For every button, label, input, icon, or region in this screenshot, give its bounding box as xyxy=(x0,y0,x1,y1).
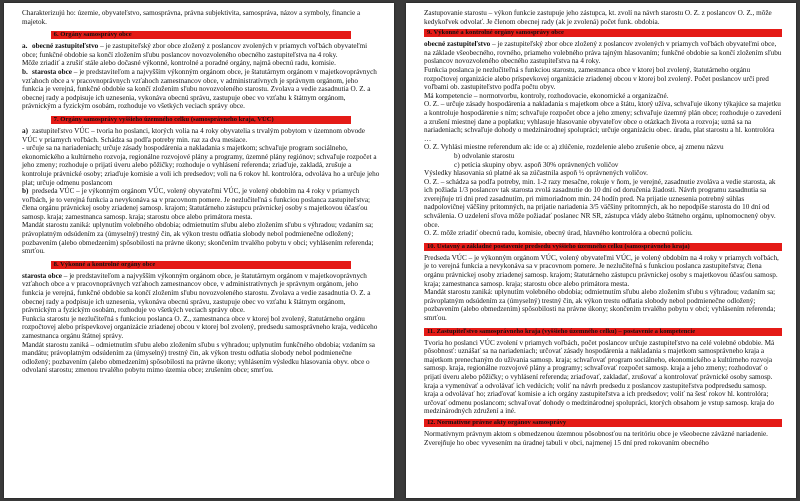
referendum-option-b: b) odvolanie starostu xyxy=(454,151,515,160)
section-heading-10: 10. Ustavný a základné postavenie predsedu vyššieho územného celku (samosprávneho kraja) xyxy=(424,243,782,251)
section-heading-12: 12. Normatívne právne akty orgánov samosprávy xyxy=(424,419,782,427)
paragraph-referendum-validity: Výsledky hlasovania sú platné ak sa zúčastnila aspoň ½ oprávnených voličov. xyxy=(424,169,648,178)
section-heading-6: 6. Orgány samosprávy obce xyxy=(51,31,352,39)
section-heading-11: 11. Zastupiteľstvo samosprávneho kraja (vyššieho územného celku) – postavenie a kompetencie xyxy=(424,328,782,336)
vuc-assembly-text: zastupiteľstvo VÚC – tvoria ho poslanci, ktorých volia na 4 roky obyvatelia s trvalým pobytom v územnom obvode VÚC v priamych voľbách. Schádza sa podľa potreby min. raz za dva mesiace. xyxy=(22,126,365,144)
list-label: b) xyxy=(22,187,29,196)
paragraph-council xyxy=(22,42,380,59)
document-page-left xyxy=(4,3,394,498)
paragraph-council-bodies: O. Z. môže zriadiť obecnú radu, komisie, obecný úrad, hlavného kontrolóra a obecnú políciu. xyxy=(424,229,693,238)
council-def-text: – je zastupiteľský zbor obce zložený z poslancov zvolených v priamych voľbách obyvateľmi obce, na základe všeobecného, rovného, priameho volebného práva tajným hlasovaním; funkčné obdobie sa končí zložením sľubu poslancov novozvoleného obecného zastupiteľstva na 4 roky. xyxy=(424,40,782,66)
paragraph-council-incompatibility: Funkcia poslanca je nezlučiteľná s funkciou starostu, zamestnanca obce v ktorej bol zvolený, štatutárneho orgánu rozpočtovej organizácie alebo príspevkovej organizácie zriadenej obcou v ktorej bol zvolený. Počet poslancov určí pred voľbami ob. zastupiteľstvo podľa počtu obyv. xyxy=(424,65,769,92)
mayor-text: – je predstaviteľom a najvyšším výkonným orgánom obce, je štatutárnym orgánom v majetkovoprávnych vzťahoch obce a v pracovnoprávnych vzťahoch zamestnancov obce, v administratívnych je správnym orgánom, jeho funkcia je verejná, funkčné obdobie sa končí zložením sľubu novozvoleného starostu. Zvolava a vedie zasadnutia O. Z. a obecnej rady a podpisuje ich uznesenia, vykonáva obecnú správu, zastupuje obec vo vzťahu k štátnym orgánom, právnickým a fyzickým osobám, rozhoduje vo všetkých veciach správy obce. xyxy=(22,67,377,111)
paragraph-vuc-assembly: Tvoria ho poslanci VÚC zvolení v priamych voľbách, počet poslancov určuje zastupiteľstvo na celé volebné obdobie. Má pôsobnosť: uznášať sa na nariadeniach; určovať zásady hospodárenia a nakladania s majetkom samosprávneho kraja a majetkom prenechaným do užívania samosp. kraja; schvaľovať program sociálneho, ekonomického a kultúrneho rozvoja samosp. kraja, regionálne rozvojové plány a programy; schvaľovať rozpočet samosp. kraja a jeho zmeny; rozhodovať o prijatí úveru alebo pôžičky; o vyhlásení referenda; zriaďovať, zakladať, zrušovať a kontrolovať právnické osoby samosp. kraja a vymenúvať a odvolávať ich vedúcich; voliť na návrh predsedu z poslancov zastupiteľstva podpredsedu samosp. kraja a odvolávať ho; zriaďovať komisie a ich orgány zastupiteľstva a ich predsedov; voliť na šesť rokov hl. kontrolóra; určovať odmenu poslancom; schvaľovať dohody o medzinárodnej spolupráci, ktorých obsahom je vstup samosp. kraja do medzinárodných združení a iné. xyxy=(424,338,775,416)
document-page-right xyxy=(406,3,796,498)
section-heading-9: 9. Výkonné a kontrolné orgány samosprávy obce xyxy=(424,29,782,37)
paragraph-council-sessions: O. Z. – schádza sa podľa potreby, min. 1-2 razy mesačne, rokuje v ňom, je verejné, zasadnutie zvoláva a vedie starosta, ak ich požiada 1/3 poslancov tak starosta zvolá zasadnutie do 10 dní od doručenia žiadosti. Návrh programu zasadnutia sa zverejňuje tri dni pred zasadnutím, pri mimoriadnom min. 24 hodín pred. Na prijatie uznesenia potrebný súhlas nadpolovičnej väčšiny prítomných, na prijatie nariadenia 3/5 väčšiny prítomných, ak ho nepodpíše starosta do 10 dní od schválenia. O uzdelení sľova môže požiadať poslanec NR SR, zástupca vlády alebo štátneho orgánu, uplnomocnený obyv. obce. xyxy=(424,177,776,229)
list-label: a. xyxy=(22,42,28,51)
paragraph-council-def xyxy=(424,40,782,66)
paragraph-vuc-chair-mandate: Mandát starostu zaniká: uplynutím volebného obdobia; odmietnutím sľubu alebo zložením sľubu s výhradou; vzdaním sa; právoplatným odsúdením za (úmyselný) trestný čin, ak výkon trestu odňatia slobody nebol podmienečne odložený; pozbavením (alebo obmedzením) spôsobilosti na právne úkony; skončením trvalého pobytu v obci; vyhlásením referenda; smrťou. xyxy=(424,288,776,322)
paragraph-mayor-incompatibility: Funkcia starostu je nezlučiteľná s funkciou poslanca O. Z., zamestnanca obce v ktorej bol zvolený, štatutárneho orgánu rozpočtovej alebo príspevkovej organizácie zriadenej obcou v ktorej bol zvolený, predsedu samosprávneho kraja, vedúceho zamestnanca orgánu štátnej správy. xyxy=(22,314,378,340)
paragraph-council-competences: Má kompetencie – normotvorbu, kontroly, rozhodovacie, ekonomické a organizačné. xyxy=(424,91,669,100)
paragraph-vuc-assembly-powers: - určuje sa na nariadeniach; určuje zásady hospodárenia a nakladania s majetkom; schvaľuje program sociálneho, ekonomického a kultúrneho rozvoja, regionálne rozvojové plány a programy, územné plány regiónov; schvaľuje rozpočet a jeho zmeny; rozhoduje o prijatí úveru alebo pôžičky; rozhoduje o vyhlásení referenda; zriaďuje, zakladá, zrušuje a kontroluje právnické osoby; zriaďuje komisie a voli ich predsedov; voli na 6 rokov hl. kontrolóra, odvoláva ho a určuje jeho plat; určuje odmenu poslancom xyxy=(22,144,380,187)
paragraph-mayor xyxy=(22,68,380,111)
term-council: obecné zastupiteľstvo xyxy=(424,40,491,49)
paragraph-normative-acts: Normatívnym právnym aktom s obmedzenou územnou pôsobnosťou na teritóriu obce je všeobecne záväzné nariadenie. Zverejňuje ho obec vyvesením na úradnej tabuli v obci, najmenej 15 dní pred rokovaním obecného xyxy=(424,429,768,447)
term-mayor: starosta obce xyxy=(22,271,62,280)
paragraph-referendum: O. Z. Vyhlási miestne referendum ak: ide o: a) zlúčenie, rozdelenie alebo zrušenie obce, aj zmenu názvu xyxy=(424,143,724,152)
paragraph-vuc-chair: Predseda VÚC – je výkonným orgánom VÚC, volený obyvateľmi VÚC, je volený obdobím na 4 roky v priamych voľbách, je to verejná funkcia a nevykonáva sa v pracovnom pomere. Je nezlučiteľná s funkciou poslanca zastupiteľstva; člena orgánu právnickej osoby zriadenej samosp. krajom; štatutárneho zástupcu právnickej osoby s majetkovou účasťou samosp. kraja; zamestnanca samosp. kraja; starostu obce alebo primátora mesta. xyxy=(424,253,779,288)
mayor-executive-text: – je predstaviteľom a najvyšším výkonným orgánom obce, je štatutárnym orgánom v majetkovoprávnych vzťahoch obce a v pracovnoprávnych vzťahoch zamestnancov obce, v administratívnych je správnym orgánom, jeho funkcia je verejná, funkčné obdobie sa končí zložením sľubu novozvoleného starostu. Zvolava a vedie zasadnutia O. Z. a obecnej rady a podpisuje ich uznesenia, vykonáva obecnú správu, zastupuje obec vo vzťahu k štátnym orgánom, právnickým a fyzickým osobám, rozhoduje vo všetkých veciach správy obce. xyxy=(22,271,371,315)
vuc-chair-text: predseda VÚC – je výkonným orgánom VÚC, volený obyvateľmi VÚC, je volený obdobím na 4 roky v priamych voľbách, je to verejná funkcia a nevykonáva sa v pracovnom pomere. Je nezlučiteľná s funkciou poslanca zastupiteľstva; člena orgánu právnickej osoby zriadenej samosp. krajom; štatutárneho zástupcu právnickej osoby s majetkovou účasťou samosp. kraja; zamestnanca samosp. kraja; starostu obce alebo primátora mesta. xyxy=(22,187,371,221)
list-label: b. xyxy=(22,67,28,76)
paragraph-mayor-executive xyxy=(22,272,380,315)
referendum-option-c: c) petícia skupiny obyv. aspoň 30% oprávnených voličov xyxy=(454,160,619,169)
paragraph-vuc-chair-mandate: Mandát starostu zaniká: uplynutím volebného obdobia; odmietnutím sľubu alebo zložením sľubu s výhradou; vzdaním sa; právoplatným odsúdením za (úmyselný) trestný čin, ak výkon trestu odňatia slobody nebol podmienečne odložený; pozbavením (alebo obmedzením) spôsobilosti na právne úkony; skončením trvalého pobytu v obci; vyhlásením referenda; smrťou. xyxy=(22,221,374,256)
paragraph-council-powers: O. Z. – určuje zásady hospodárenia a nakladania s majetkom obce a štátu, ktorý užíva, schvaľuje úkony týkajúce sa majetku a kontroluje hospodárenie s ním; schvaľuje rozpočet obce a jeho zmeny; schvaľuje územný plán obce; rozhoduje o zavedení a zrušení miestnej dane a poplatku; vyhlasuje hlasovanie obyvateľov obce o otázkach života a rozvoja; uzná sa na nariadeniach; schvaľuje dohody o medzinárodnej spolupráci; určuje organizáciu obec. úradu, plat starostu a hl. kontrolóra … xyxy=(424,100,782,143)
term-council: obecné zastupiteľstvo xyxy=(32,42,99,51)
intro-paragraph: Charakterizujú ho: územie, obyvateľstvo, samosprávna, právna subjektivita, samospráva, názov a symboly, financie a majetok. xyxy=(22,9,361,26)
paragraph-deputy-mayor: Zastupovanie starostu – výkon funkcie zastupuje jeho zástupca, kt. zvolí na návrh starostu O. Z. z poslancov O. Z., môže kedykoľvek odvolať. Je členom obecnej rady (ak je zvolená) počet funk. obdobia. xyxy=(424,9,772,26)
paragraph-vuc-chair xyxy=(22,187,380,221)
paragraph-mayor-mandate-end: Mandát starostu zaniká – odmietnutím sľubu alebo zložením sľubu s výhradou; uplynutím funkčného obdobia; vzdaním sa mandátu; právoplatným odsúdením za (úmyselný) trestný čin, ak výkon trestu odňatia slobody nebol podmienečne odložený; pozbavením (alebo obmedzením) spôsobilosti na právne úkony; vyhlásením výsledku hlasovania obyv. obce o odvolaní starostu; zmenou trvalého pobytu mimo územia obce; zrušením obce; smrťou. xyxy=(22,340,375,375)
list-label: a) xyxy=(22,126,28,135)
section-heading-7: 7. Orgány samosprávy vyššieho územného celku (samosprávneho kraja, VÚC) xyxy=(51,116,352,124)
term-mayor: starosta obce xyxy=(32,67,72,76)
council-text: – je zastupiteľský zbor obce zložený z poslancov zvolených v priamych voľbách obyvateľmi obce; funkčné obdobie sa končí zložením sľubu poslancov novozvoleného obecného zastupiteľstva na 4 roky. xyxy=(22,42,368,59)
section-heading-8: 8. Výkonné a kontrolné orgány obce xyxy=(51,261,352,269)
paragraph-council-extra: Môže zriadiť a zrušiť stále alebo dočasné výkonné, kontrolné a poradné orgány, najmä obecnú radu, komisie. xyxy=(22,59,336,68)
paragraph-vuc-assembly xyxy=(22,127,380,144)
